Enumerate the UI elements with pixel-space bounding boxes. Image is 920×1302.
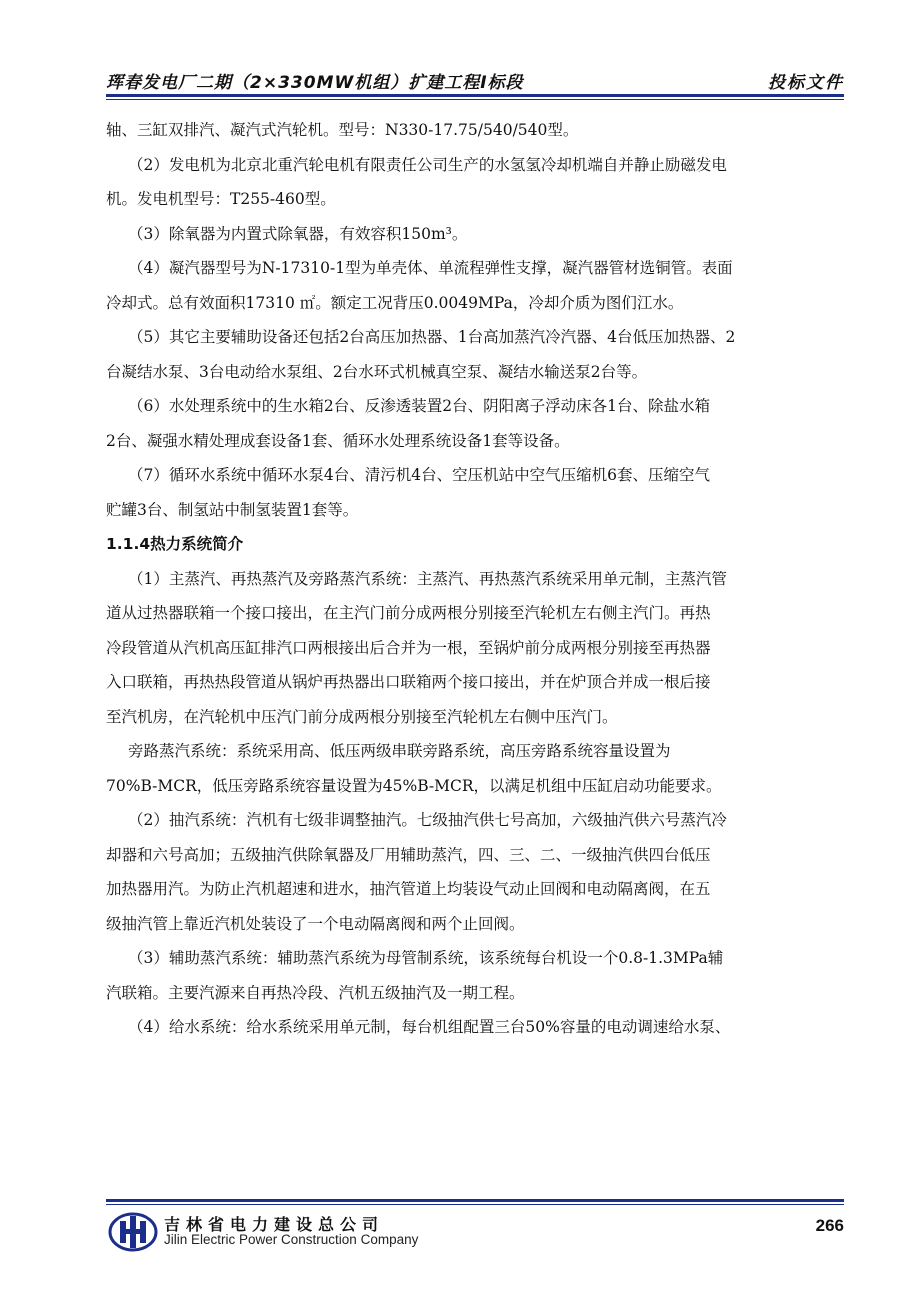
footer-company-name-en: Jilin Electric Power Construction Company [164,1232,419,1247]
paragraph-line: 旁路蒸汽系统：系统采用高、低压两级串联旁路系统，高压旁路系统容量设置为 [128,742,671,760]
paragraph-line: 冷段管道从汽机高压缸排汽口两根接出后合并为一根，至锅炉前分成两根分别接至再热器 [106,638,711,657]
paragraph-line: （2）发电机为北京北重汽轮电机有限责任公司生产的水氢氢冷却机端自并静止励磁发电 [128,155,727,174]
page-header [106,66,844,94]
paragraph-line: 却器和六号高加；五级抽汽供除氧器及厂用辅助蒸汽，四、三、二、一级抽汽供四台低压 [106,845,711,864]
footer-company-name-cn: 吉林省电力建设总公司 [164,1215,385,1234]
paragraph-line: 汽联箱。主要汽源来自再热冷段、汽机五级抽汽及一期工程。 [106,983,525,1002]
paragraph-line: 2台、凝强水精处理成套设备1套、循环水处理系统设备1套等设备。 [106,431,570,450]
paragraph-line: （3）辅助蒸汽系统：辅助蒸汽系统为母管制系统，该系统每台机设一个0.8-1.3MPa辅 [128,949,724,967]
paragraph-line: （2）抽汽系统：汽机有七级非调整抽汽。七级抽汽供七号高加，六级抽汽供六号蒸汽冷 [128,811,727,829]
paragraph-line: 级抽汽管上靠近汽机处装设了一个电动隔离阀和两个止回阀。 [106,914,525,933]
section-heading: 1.1.4热力系统简介 [106,535,244,553]
paragraph-line: 道从过热器联箱一个接口接出，在主汽门前分成两根分别接至汽轮机左右侧主汽门。再热 [106,604,711,622]
paragraph-line: （6）水处理系统中的生水箱2台、反渗透装置2台、阴阳离子浮动床各1台、除盐水箱 [128,397,710,415]
paragraph-line: 台凝结水泵、3台电动给水泵组、2台水环式机械真空泵、凝结水输送泵2台等。 [106,362,648,381]
header-document-type: 投标文件 [768,73,844,93]
paragraph-line: （4）给水系统：给水系统采用单元制，每台机组配置三台50%容量的电动调速给水泵、 [128,1018,731,1036]
paragraph-line: 轴、三缸双排汽、凝汽式汽轮机。型号：N330-17.75/540/540型。 [106,121,579,139]
paragraph-line: 机。发电机型号：T255-460型。 [106,190,336,208]
footer-rule-thin [106,1204,844,1205]
paragraph-line: （3）除氧器为内置式除氧器，有效容积150m³。 [128,224,468,243]
document-body [106,113,844,1045]
page-number: 266 [815,1216,844,1235]
paragraph-line: （5）其它主要辅助设备还包括2台高压加热器、1台高加蒸汽冷汽器、4台低压加热器、2 [128,328,736,346]
paragraph-line: 冷却式。总有效面积17310 ㎡。额定工况背压0.0049MPa，冷却介质为图们江水。 [106,293,684,312]
footer-rule [106,1199,844,1202]
paragraph-line: （4）凝汽器型号为N-17310-1型为单壳体、单流程弹性支撑，凝汽器管材选铜管。表面 [128,259,733,277]
paragraph-line: （1）主蒸汽、再热蒸汽及旁路蒸汽系统：主蒸汽、再热蒸汽系统采用单元制，主蒸汽管 [128,569,727,588]
paragraph-line: 入口联箱，再热热段管道从锅炉再热器出口联箱两个接口接出，并在炉顶合并成一根后接 [106,673,711,691]
paragraph-line: （7）循环水系统中循环水泵4台、清污机4台、空压机站中空气压缩机6套、压缩空气 [128,466,710,484]
jepcc-logo-icon [108,1212,158,1252]
paragraph-line: 贮罐3台、制氢站中制氢装置1套等。 [106,500,359,519]
header-rule [106,94,844,97]
paragraph-line: 70%B-MCR，低压旁路系统容量设置为45%B-MCR，以满足机组中压缸启动功能要求。 [106,776,722,795]
header-rule-thin [106,99,844,100]
paragraph-line: 至汽机房，在汽轮机中压汽门前分成两根分别接至汽轮机左右侧中压汽门。 [106,707,618,726]
header-project-title: 珲春发电厂二期（2×330MW机组）扩建工程Ⅰ标段 [106,73,524,93]
paragraph-line: 加热器用汽。为防止汽机超速和进水，抽汽管道上均装设气动止回阀和电动隔离阀，在五 [106,880,711,898]
